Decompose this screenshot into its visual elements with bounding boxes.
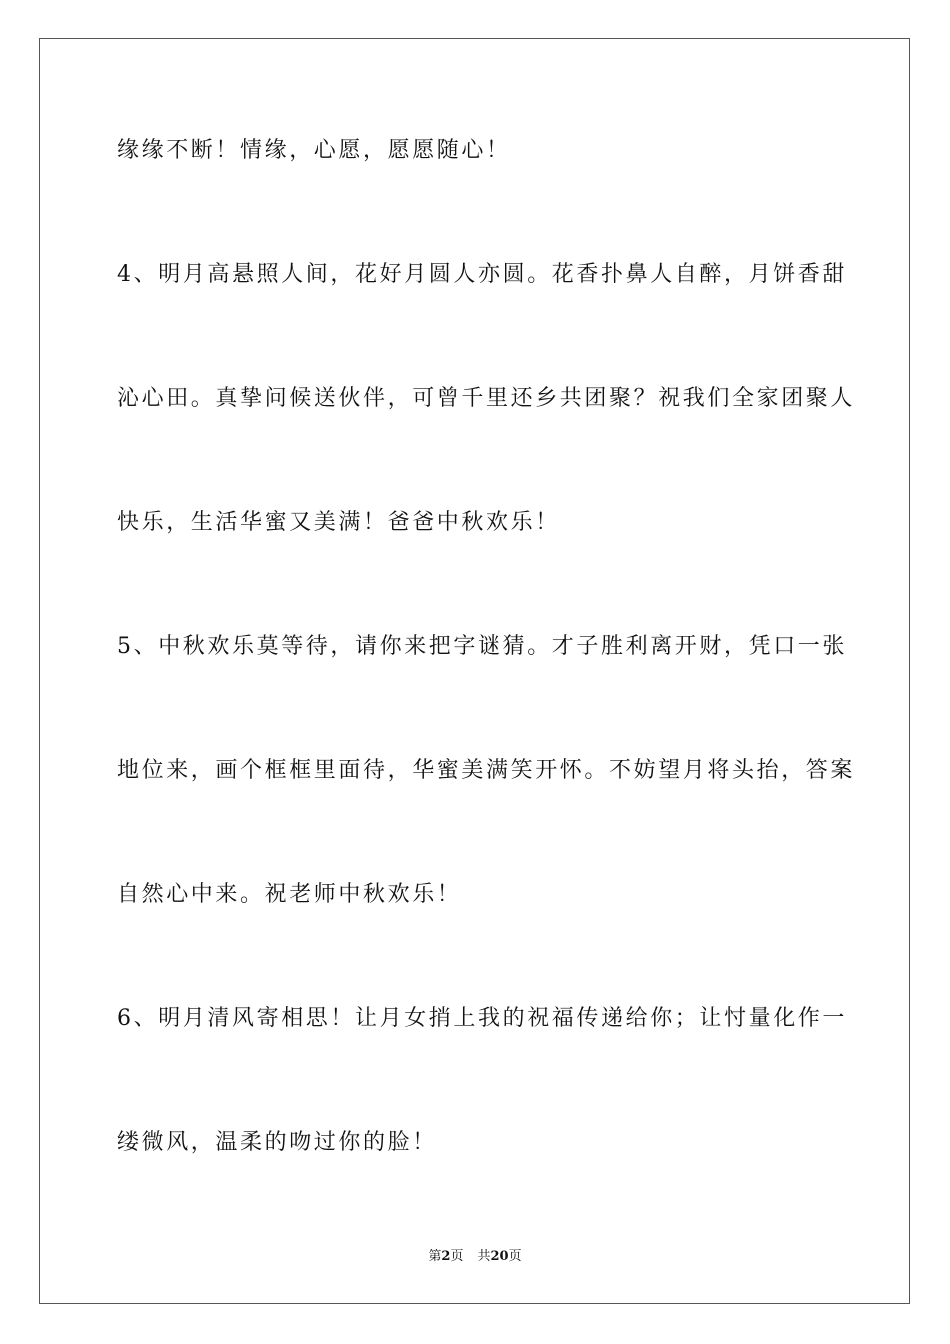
total-pages: 20 [490,1249,509,1264]
page-number: 2 [441,1249,451,1264]
text-line-8: 6、明月清风寄相思！让月女捎上我的祝福传递给你；让忖量化作一 [117,1006,847,1031]
text-line-9: 缕微风，温柔的吻过你的脸！ [117,1130,437,1155]
text-line-6: 地位来，画个框框里面待，华蜜美满笑开怀。不妨望月将头抬，答案 [117,758,856,783]
total-suffix: 页 [508,1249,522,1264]
text-line-1: 缘缘不断！情缘，心愿，愿愿随心！ [117,138,511,163]
page-prefix: 第 [428,1249,442,1264]
text-line-2: 4、明月高悬照人间，花好月圆人亦圆。花香扑鼻人自醉，月饼香甜 [117,262,847,287]
page-frame [39,38,910,1304]
text-line-3: 沁心田。真挚问候送伙伴，可曾千里还乡共团聚？祝我们全家团聚人 [117,386,856,411]
total-prefix: 共 [477,1249,491,1264]
page-suffix: 页 [450,1249,464,1264]
text-line-4: 快乐，生活华蜜又美满！爸爸中秋欢乐！ [117,510,560,535]
text-line-5: 5、中秋欢乐莫等待，请你来把字谜猜。才子胜利离开财，凭口一张 [117,634,847,659]
page-footer [0,1248,950,1266]
text-line-7: 自然心中来。祝老师中秋欢乐！ [117,882,462,907]
